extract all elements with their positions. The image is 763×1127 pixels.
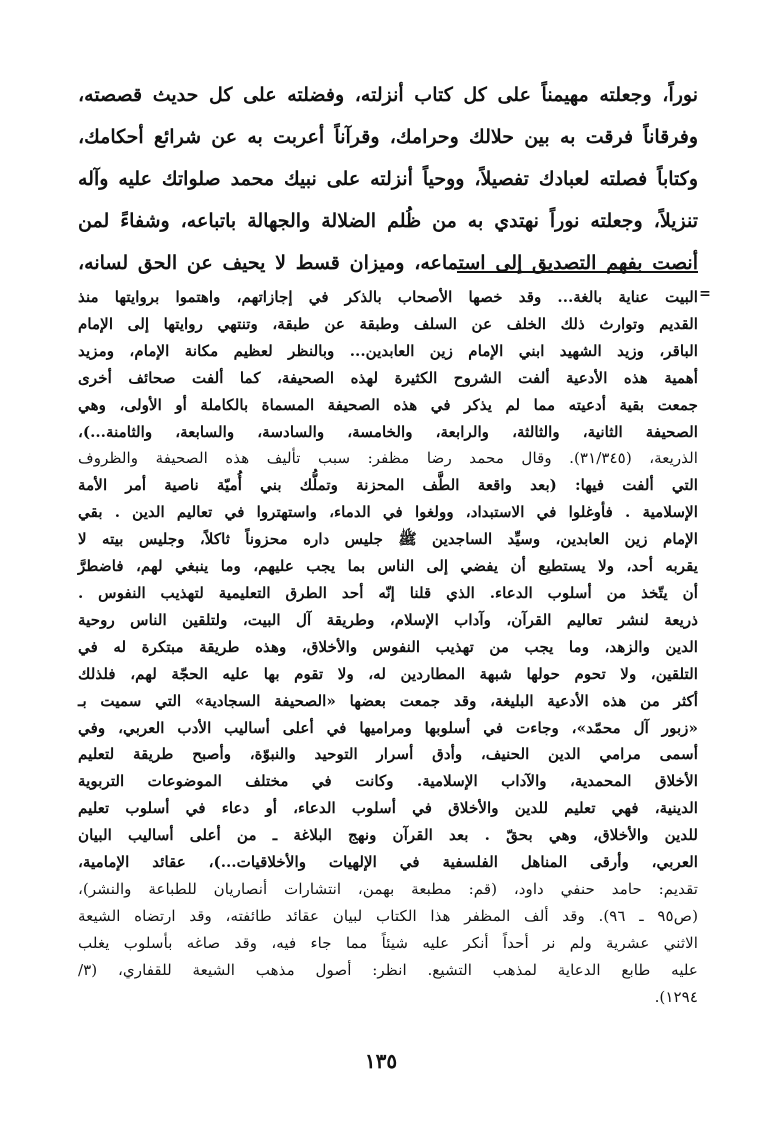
footnote-line: الذريعة، (٣١/٣٤٥). وقال محمد رضا مظفر: سبب تأليف هذه الصحيفة والظروف bbox=[78, 449, 698, 468]
footnote-line: (ص٩٥ ـ ٩٦). وقد ألف المظفر هذا الكتاب لبيان عقائد طائفته، وقد ارتضاه الشيعة bbox=[78, 906, 699, 925]
main-text-line: نوراً، وجعلته مهيمناً على كل كتاب أنزلته، وفضلته على كل حديث قصصته، bbox=[78, 84, 698, 106]
footnote-line: العربي، وأرقى المناهل الفلسفية في الإلهيات والأخلاقيات...)، عقائد الإمامية، bbox=[78, 853, 698, 872]
footnote-line: يقربه أحد، ولا يستطيع أن يفضي إلى الناس بما يجب عليهم، وما ينبغي لهم، فاضطرَّ bbox=[78, 557, 698, 576]
footnote-separator bbox=[457, 271, 698, 273]
footnote-line: للدين والأخلاق، وهي بحقّ . بعد القرآن ونهج البلاغة ـ من أعلى أساليب البيان bbox=[78, 826, 698, 845]
footnote-block bbox=[78, 284, 698, 1010]
footnote-continuation-mark: = bbox=[699, 286, 711, 302]
footnote-line: الإسلامية . فأوغلوا في الاستبداد، وولغوا في الدماء، واستهتروا في تعاليم الدين . بقي bbox=[78, 503, 698, 522]
footnote-line: الإمام زين العابدين، وسيِّد الساجدين ﷺ جليس داره محزوناً ثاكلاً، وجليس بيته لا bbox=[78, 530, 698, 549]
footnote-line: أكثر من هذه الأدعية البليغة، وقد جمعت بعضها «الصحيفة السجادية» التي سميت بـ bbox=[78, 691, 698, 710]
footnote-line: «زبور آل محمّد»، وجاءت في أسلوبها ومراميها في أعلى أساليب الأدب العربي، وفي bbox=[78, 718, 698, 737]
main-text-block bbox=[78, 74, 698, 284]
main-text-line: أنصت بفهم التصديق إلى استماعه، وميزان قسط لا يحيف عن الحق لسانه، bbox=[78, 252, 698, 274]
page-number: ١٣٥ bbox=[364, 1049, 398, 1073]
footnote-line: ذريعة لنشر تعاليم القرآن، وآداب الإسلام، وطريقة آل البيت، ولتلقين الناس روحية bbox=[78, 610, 698, 629]
footnote-line: الباقر، وزيد الشهيد ابني الإمام زين العابدين... وبالنظر لعظيم مكانة الإمام، ومزيد bbox=[78, 341, 698, 360]
footnote-line: عليه طابع الدعاية لمذهب التشيع. انظر: أصول مذهب الشيعة للقفاري، (٣/ bbox=[78, 960, 698, 979]
footnote-line: أسمى مرامي الدين الحنيف، وأدق أسرار التوحيد والنبوّة، وأصبح طريقة لتعليم bbox=[78, 745, 698, 764]
footnote-line: الأخلاق المحمدية، والآداب الإسلامية. وكانت في مختلف الموضوعات التربوية bbox=[78, 772, 698, 791]
footnote-line: الاثني عشرية ولم نر أحداً أنكر عليه شيئاً مما جاء فيه، وقد صاغه بأسلوب يغلب bbox=[78, 933, 698, 952]
footnote-line: الصحيفة الثانية، والثالثة، والرابعة، والخامسة، والسادسة، والسابعة، والثامنة...)، bbox=[78, 422, 698, 441]
footnote-line: أهمية هذه الأدعية ألفت الشروح الكثيرة لهذه الصحيفة، كما ألفت صحائف أخرى bbox=[78, 368, 698, 387]
footnote-line: البيت عناية بالغة... وقد خصها الأصحاب بالذكر في إجازاتهم، واهتموا بروايتها منذ bbox=[78, 288, 698, 306]
main-text-line: وكتاباً فصلته لعبادك تفصيلاً، ووحياً أنزلته على نبيك محمد صلواتك عليه وآله bbox=[78, 168, 698, 190]
footnote-line: التلقين، ولا تحوم حولها شبهة المطاردين له، ولا تقوم بها عليه الحجّة لهم، فلذلك bbox=[78, 664, 698, 683]
footnote-line: الدين والزهد، وما يجب من تهذيب النفوس والأخلاق، وهذه طريقة مبتكرة له في bbox=[78, 637, 698, 656]
footnote-line: القديم وتوارث ذلك الخلف عن السلف وطبقة عن طبقة، وتنتهي روايتها إلى الإمام bbox=[78, 314, 698, 333]
footnote-line: جمعت بقية أدعيته مما لم يذكر في هذه الصحيفة المسماة بالكاملة أو الأولى، وهي bbox=[78, 395, 698, 414]
footnote-line: أن يتّخذ من أسلوب الدعاء. الذي قلنا إنّه أحد الطرق التعليمية لتهذيب النفوس . bbox=[78, 583, 698, 602]
footnote-line: الدينية، فهي تعليم للدين والأخلاق في أسلوب الدعاء، أو دعاء في أسلوب تعليم bbox=[78, 799, 698, 818]
footnote-line: التي ألفت فيها: (بعد واقعة الطَّف المحزنة وتملُّك بني أُميّة ناصية أمر الأمة bbox=[78, 476, 698, 495]
footnote-line: تقديم: حامد حنفي داود، (قم: مطبعة بهمن، انتشارات أنصاريان للطباعة والنشر)، bbox=[78, 879, 698, 898]
main-text-line: تنزيلاً، وجعلته نوراً نهتدي به من ظُلم الضلالة والجهالة باتباعه، وشفاءً لمن bbox=[78, 210, 698, 232]
main-text-line: وفرقاناً فرقت به بين حلالك وحرامك، وقرآناً أعربت به عن شرائع أحكامك، bbox=[78, 126, 698, 148]
footnote-line: ١٢٩٤). bbox=[654, 987, 698, 1006]
